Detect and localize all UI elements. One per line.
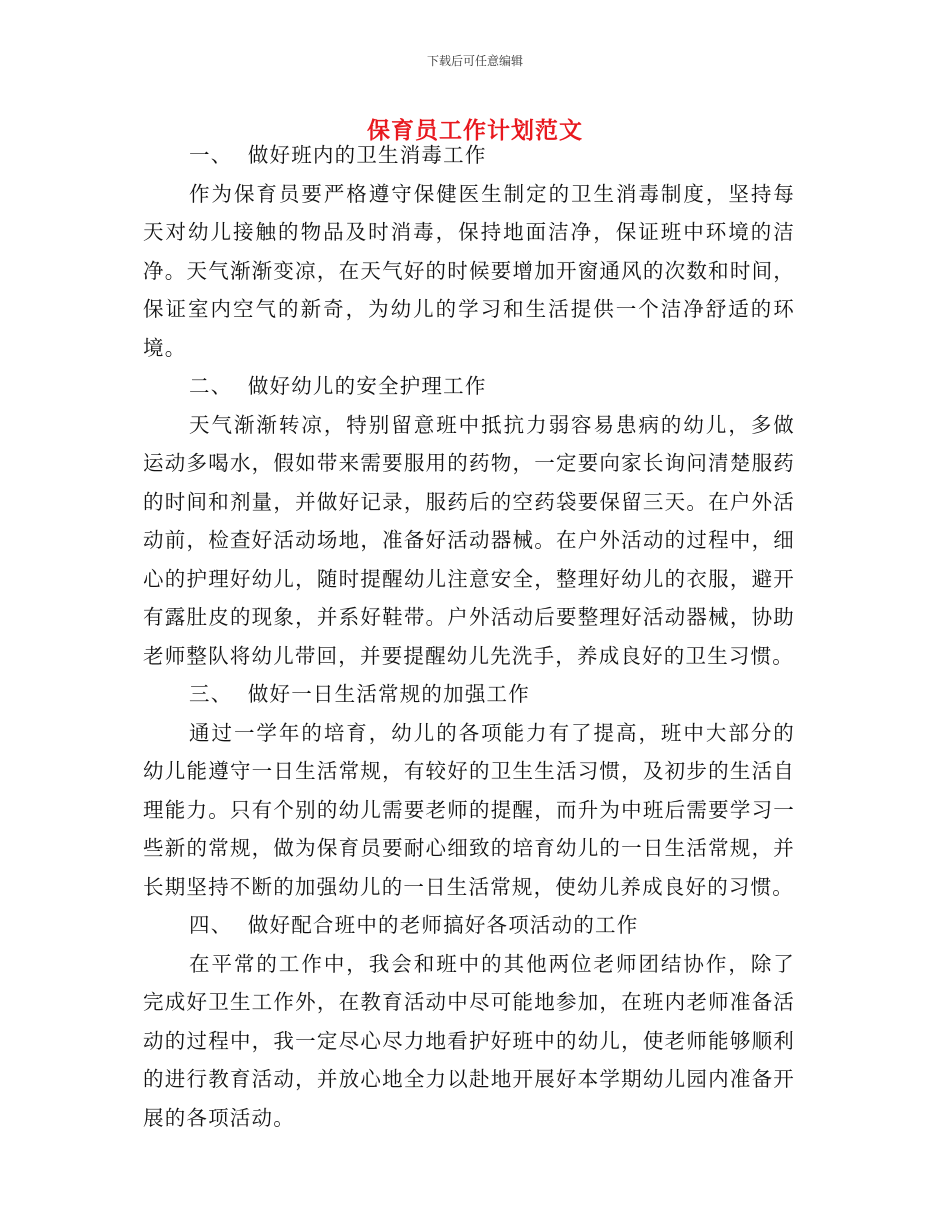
document-title: 保育员工作计划范文 <box>367 118 583 144</box>
section-heading-1: 一、 做好班内的卫生消毒工作 <box>189 143 487 167</box>
section-paragraph-2: 天气渐渐转凉，特别留意班中抵抗力弱容易患病的幼儿，多做运动多喝水，假如带来需要服用的药物，一定要向家长询问清楚服药的时间和剂量，并做好记录，服药后的空药袋要保留三天。在户外活动前，检查好活动场地，准备好活动器械。在户外活动的过程中，细心的护理好幼儿，随时提醒幼儿注意安全，整理好幼儿的衣服，避开有露肚皮的现象，并系好鞋带。户外活动后要整理好活动器械，协助老师整队将幼儿带回，并要提醒幼儿先洗手，养成良好的卫生习惯。 <box>143 412 795 668</box>
document-body <box>143 136 795 1137</box>
section-paragraph-4: 在平常的工作中，我会和班中的其他两位老师团结协作，除了完成好卫生工作外，在教育活动中尽可能地参加，在班内老师准备活动的过程中，我一定尽心尽力地看护好班中的幼儿，使老师能够顺利的进行教育活动，并放心地全力以赴地开展好本学期幼儿园内准备开展的各项活动。 <box>143 951 795 1130</box>
section-paragraph-3: 通过一学年的培育，幼儿的各项能力有了提高，班中大部分的幼儿能遵守一日生活常规，有较好的卫生生活习惯，及初步的生活自理能力。只有个别的幼儿需要老师的提醒，而升为中班后需要学习一些新的常规，做为保育员要耐心细致的培育幼儿的一日生活常规，并长期坚持不断的加强幼儿的一日生活常规，使幼儿养成良好的习惯。 <box>143 720 795 899</box>
section-paragraph-1: 作为保育员要严格遵守保健医生制定的卫生消毒制度，坚持每天对幼儿接触的物品及时消毒，保持地面洁净，保证班中环境的洁净。天气渐渐变凉，在天气好的时候要增加开窗通风的次数和时间，保证室内空气的新奇，为幼儿的学习和生活提供一个洁净舒适的环境。 <box>143 181 795 360</box>
section-heading-4: 四、 做好配合班中的老师搞好各项活动的工作 <box>189 913 639 937</box>
section-heading-2: 二、 做好幼儿的安全护理工作 <box>189 374 487 398</box>
header-note: 下载后可任意编辑 <box>426 54 523 68</box>
section-heading-3: 三、 做好一日生活常规的加强工作 <box>189 682 530 706</box>
